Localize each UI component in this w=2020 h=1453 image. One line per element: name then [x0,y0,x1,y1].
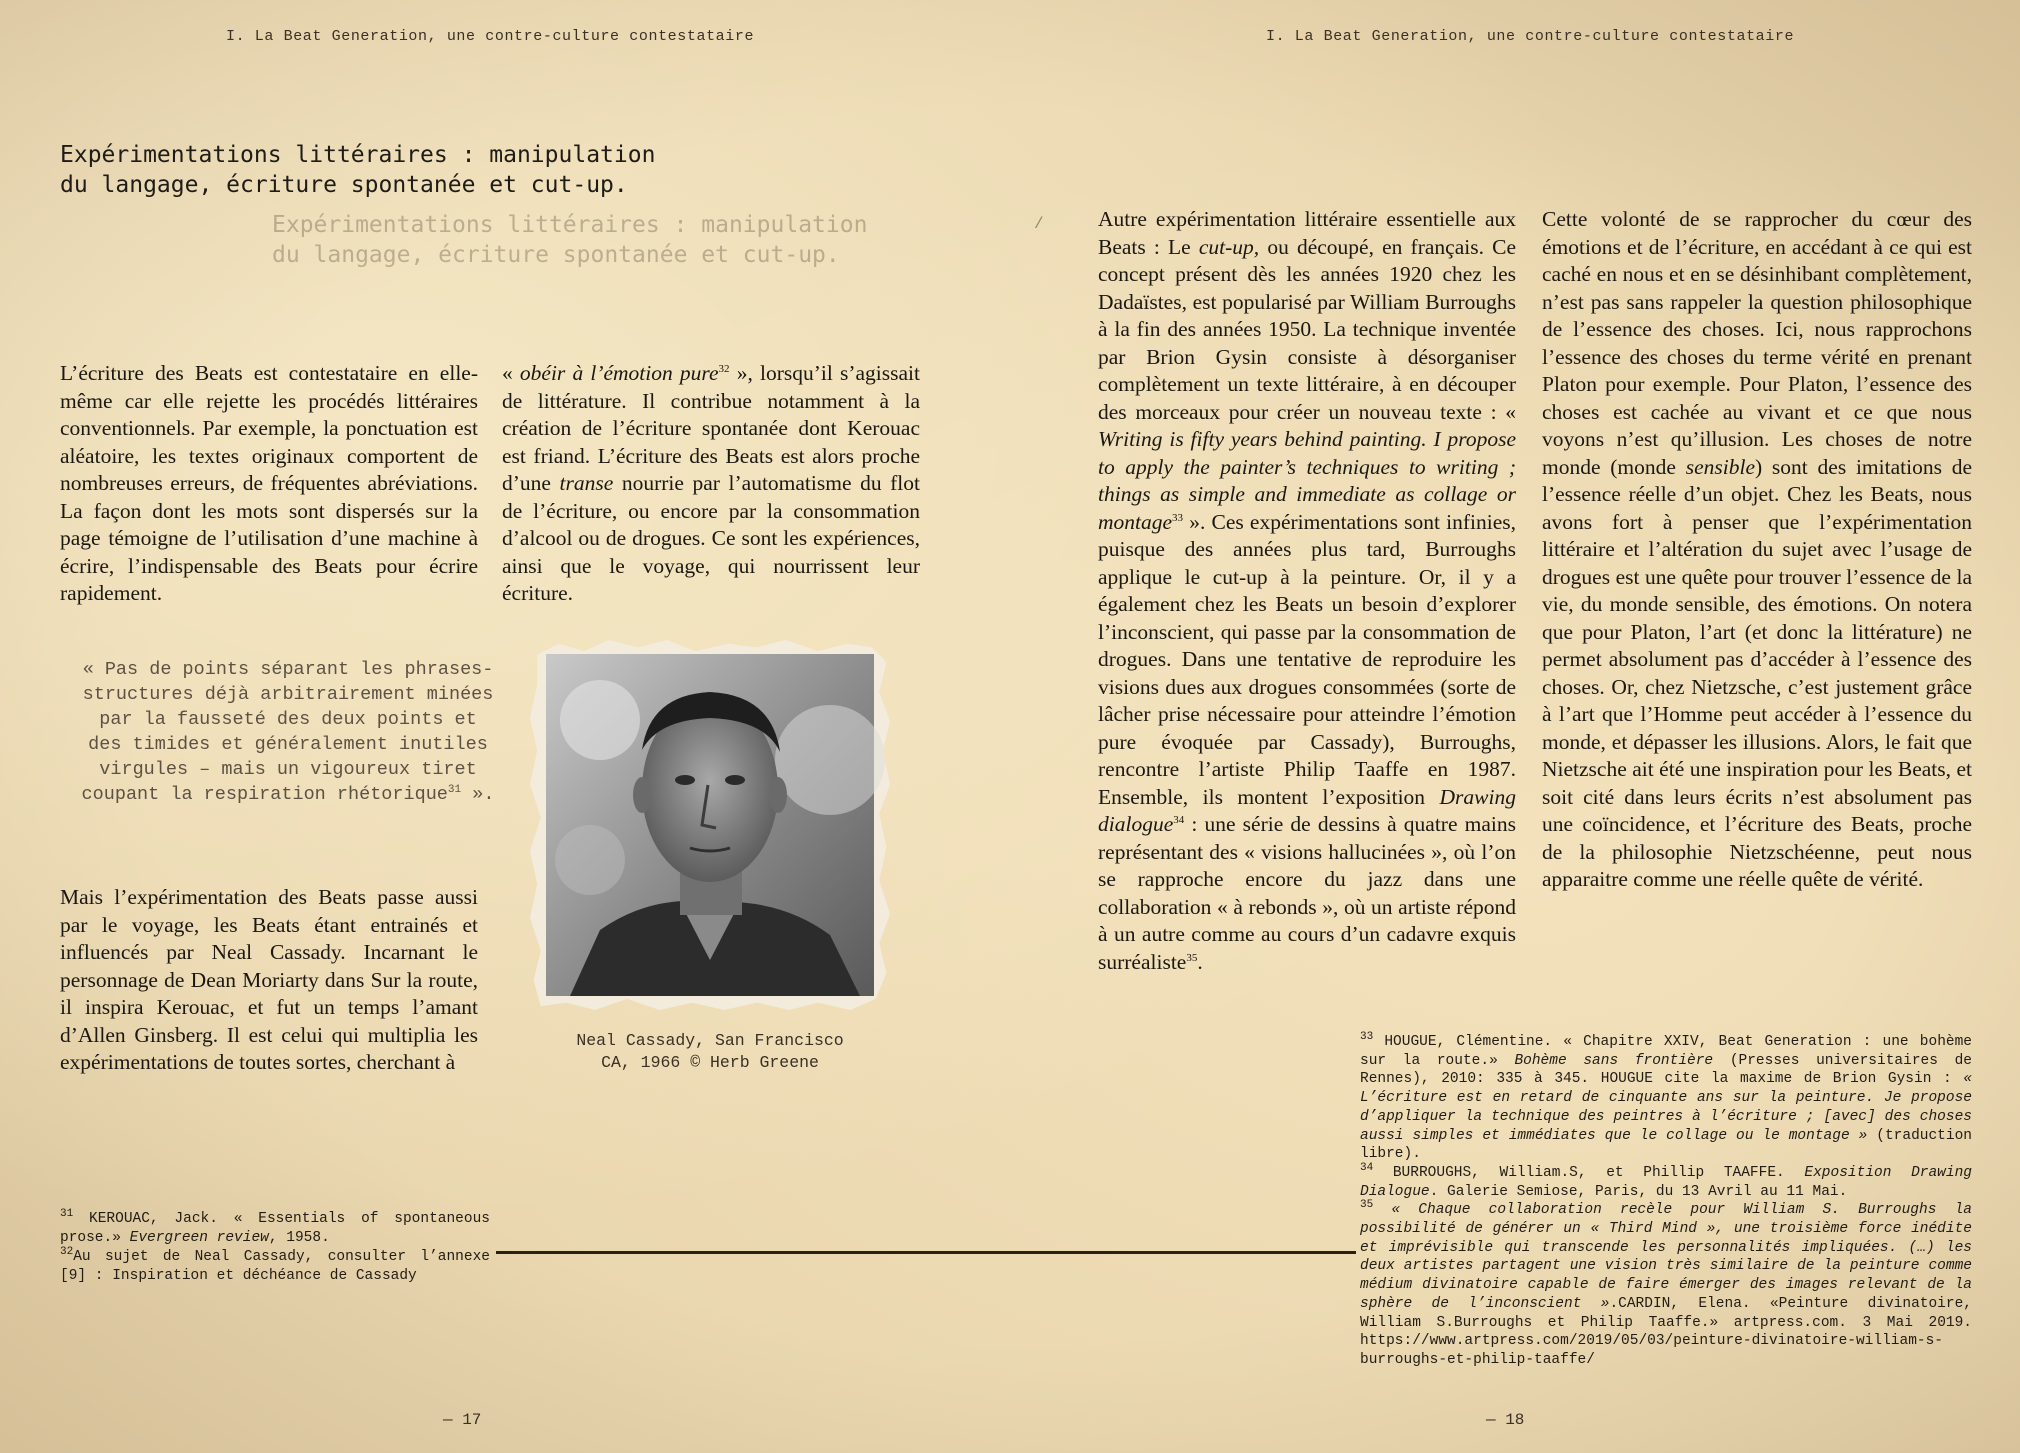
fn31-number: 31 [60,1208,74,1221]
fn33-c: (traduction libre). [1360,1127,1972,1163]
note-ref-35: 35 [1186,951,1198,964]
note-ref-31: 31 [447,783,462,796]
portrait-photo [530,640,890,1010]
fn34-number: 34 [1360,1162,1374,1175]
title-shadow-line-2: du langage, écriture spontanée et cut-up. [272,242,840,268]
note-ref-34: 34 [1173,813,1185,826]
fn35-number: 35 [1360,1199,1374,1212]
fn31-title: Evergreen review [129,1230,269,1246]
page-number-left: — 17 [443,1411,482,1429]
fn35-quote: « Chaque collaboration recèle pour William S. Burroughs la possibilité de générer un « Third Mind », une troisième force inédite et imprévisible qui transcende les personnalités impliquées. (…) les deux artistes partagent une vision très similaire de la peinture comme médium divinatoire capable de faire émerger des images relevant de la sphère de l’inconscient » [1360,1202,1972,1312]
r-col1-e: . [1197,949,1203,974]
running-head-right: I. La Beat Generation, une contre-culture contestataire [1266,28,1795,45]
footnotes-right [1360,1033,1972,1370]
footnotes-left [60,1210,490,1286]
r-col1-b: ou découpé, en français. Ce concept présent dès les années 1920 chez les Dadaïstes, est popularisé par William Burroughs à la fin des années 1950. La technique inventée par Brion Gysin consiste à désorganiser complètement un texte littéraire, à en découper des morceaux pour créer un nouveau texte : « [1098,234,1516,424]
r-col1-d: : une série de dessins à quatre mains représentant des « visions hallucinées », où l’on se rapproche encore du jazz dans une collaboration « à rebonds », où un artiste répond à un autre comme au cours d’un cadavre exquis surréaliste [1098,812,1516,974]
right-col1 [1098,206,1516,976]
r-col2-a: Cette volonté de se rapprocher du cœur des émotions et de l’écriture, en accédant à ce qui est caché en nous et en se désinhibant complètement, n’est pas sans rappeler la question philosophique de l’essence des choses. Ici, nous rapprochons l’essence des choses du terme vérité en prenant Platon pour exemple. Pour Platon, l’essence des choses est cachée au vivant et ce que nous voyons n’est qu’illusion. Les choses de notre monde (monde [1542,207,1972,479]
r-col1-a: Autre expérimentation littéraire essentielle aux Beats : Le [1098,207,1516,259]
fn32-number: 32 [60,1246,74,1259]
section-title-shadow [272,210,992,270]
fn33-quote: « L’écriture est en retard de cinquante ans sur la peinture. Je propose d’appliquer la technique des peintres à l’écriture ; [avec] des choses aussi simples et immédiates que le collage ou le montage » [1360,1071,1972,1144]
fn34-title: Exposition Drawing Dialogue [1360,1164,1972,1200]
note-ref-33: 33 [1172,511,1184,524]
fn33-b: (Presses universitaires de Rennes), 2010: 335 à 345. HOUGUE cite la maxime de Brion Gysin : [1360,1052,1972,1088]
fn31-text: KEROUAC, Jack. « Essentials of spontaneous prose.» [60,1211,490,1246]
note-ref-32: 32 [718,362,730,375]
right-col2 [1542,206,1972,894]
gysin-quote: Writing is fifty years behind painting. I propose to apply the painter’s techniques to writing ; things as simple and immediate as collage or montage [1098,427,1516,534]
emotion-quote: obéir à l’émotion pure [519,361,719,385]
fn33-a: HOUGUE, Clémentine. « Chapitre XXIV, Beat Generation : une bohème sur la route.» [1360,1034,1972,1069]
expo-title: Drawing dialogue [1098,784,1516,836]
title-line-2: du langage, écriture spontanée et cut-up. [60,172,628,198]
left-col1-para1: L’écriture des Beats est contestataire en elle-même car elle rejette les procédés littéraires conventionnels. Par exemple, la ponctuation est aléatoire, les textes originaux comportent de nombreuses erreurs, de fréquentes abréviations. La façon dont les mots sont dispersés sur la page témoigne de l’utilisation d’une machine à écrire, l’indispensable des Beats pour écrire rapidement. [60,361,478,605]
photo-caption-line-2: CA, 1966 © Herb Greene [601,1053,819,1072]
fn34-b: . Galerie Semiose, Paris, du 13 Avril au 11 Mai. [1429,1183,1848,1200]
running-head-left: I. La Beat Generation, une contre-culture contestataire [226,28,755,45]
fn31-year: , 1958. [268,1230,330,1246]
fn35-b: .CARDIN, Elena. «Peinture divinatoire, William S.Burroughs et Philip Taaffe.» artpress.com. 3 Mai 2019. https://www.artpress.com/2019/05/03/peinture-divinatoire-william-s-burroughs-et-philip-taaffe/ [1360,1295,1972,1368]
r-col2-b: ) sont des imitations de l’essence réelle d’un objet. Chez les Beats, nous avons fort à penser que l’expérimentation littéraire et l’altération du sujet avec l’usage de drogues est une quête pour trouver l’essence de la vie, du monde sensible, des émotions. On notera que pour Platon, l’art (et donc la littérature) ne permet absolument pas d’accéder à l’essence des choses. Or, chez Nietzsche, c’est justement grâce à l’art que l’Homme peut accéder à l’essence du monde, et dépasser les illusions. Alors, le fait que Nietzsche ait été une inspiration pour les Beats, et soit cité dans leurs écrits n’est absolument pas une coïncidence, et l’écriture des Beats, proche de la philosophie Nietzschéenne, peut nous apparaitre comme une réelle quête de vérité. [1542,454,1972,891]
title-shadow-line-1: Expérimentations littéraires : manipulation [272,212,868,238]
pull-quote-close: ». [461,784,495,805]
sensible-word: sensible [1685,454,1755,479]
right-page [1010,0,2020,1453]
photo-caption [540,1030,880,1074]
page-number-right: — 18 [1486,1411,1525,1429]
col2-rest: », lorsqu’il s’agissait de littérature. Il contribue notamment à la création de l’écriture spontanée dont Kerouac est friand. L’écriture des Beats est alors proche d’une [502,361,920,495]
col2-end: nourrie par l’automatisme du flot de l’écriture, ou encore par la consommation d’alcool ou de drogues. Ce sont les expériences, ainsi que le voyage, qui nourrissent leur écriture. [502,471,921,605]
cut-up-word: cut-up, [1198,234,1260,259]
fn32-text: Au sujet de Neal Cassady, consulter l’annexe [9] : Inspiration et déchéance de Cassady [60,1249,490,1284]
pull-quote [78,657,498,807]
fn33-number: 33 [1360,1031,1374,1044]
section-title [60,140,780,200]
portrait-illustration [530,640,890,1010]
photo-caption-line-1: Neal Cassady, San Francisco [576,1031,844,1050]
title-line-1: Expérimentations littéraires : manipulation [60,142,656,168]
left-col1-para2: Mais l’expérimentation des Beats passe aussi par le voyage, les Beats étant entrainés et influencés par Neal Cassady. Incarnant le personnage de Dean Moriarty dans Sur la route, il inspira Kerouac, et fut un temps l’amant d’Allen Ginsberg. Il est celui qui multiplia les expérimentations de toutes sortes, cherchant à [60,885,478,1074]
paper-mark: / [1034,215,1044,233]
fn34-a: BURROUGHS, William.S, et Phillip TAAFFE. [1373,1164,1805,1181]
fn33-title: Bohème sans frontière [1514,1052,1714,1069]
transe-word: transe [559,471,614,495]
left-col2-para: « obéir à l’émotion pure$^{32}$ », lorsqu’il s’agissait de littérature. Il contribue notamment à la création de l’écriture spontanée dont Kerouac est friand. L’écriture des Beats est alors proche d’une transe nourrie par l’automatisme du flot de l’écriture, ou encore par la consommation d’alcool ou de drogues. Ce sont les expériences, ainsi que le voyage, qui nourrissent leur écriture. [502,361,921,605]
r-col1-c: ». Ces expérimentations sont infinies, puisque des années plus tard, Burroughs applique le cut-up à la peinture. Or, il y a également chez les Beats un besoin d’explorer l’inconscient, qui passe par la consommation de drogues. Dans une tentative de reproduire les visions dues aux drogues consommées (sorte de lâcher prise nécessaire pour atteindre l’émotion pure évoquée par Cassady), Burroughs, rencontre l’artiste Philip Taaffe en 1987. Ensemble, ils montent l’exposition [1098,509,1516,809]
pull-quote-text: « Pas de points séparant les phrases-structures déjà arbitrairement minées par la fausseté des deux points et des timides et généralement inutiles virgules – mais un vigoureux tiret coupant la respiration rhétorique [81,659,494,805]
